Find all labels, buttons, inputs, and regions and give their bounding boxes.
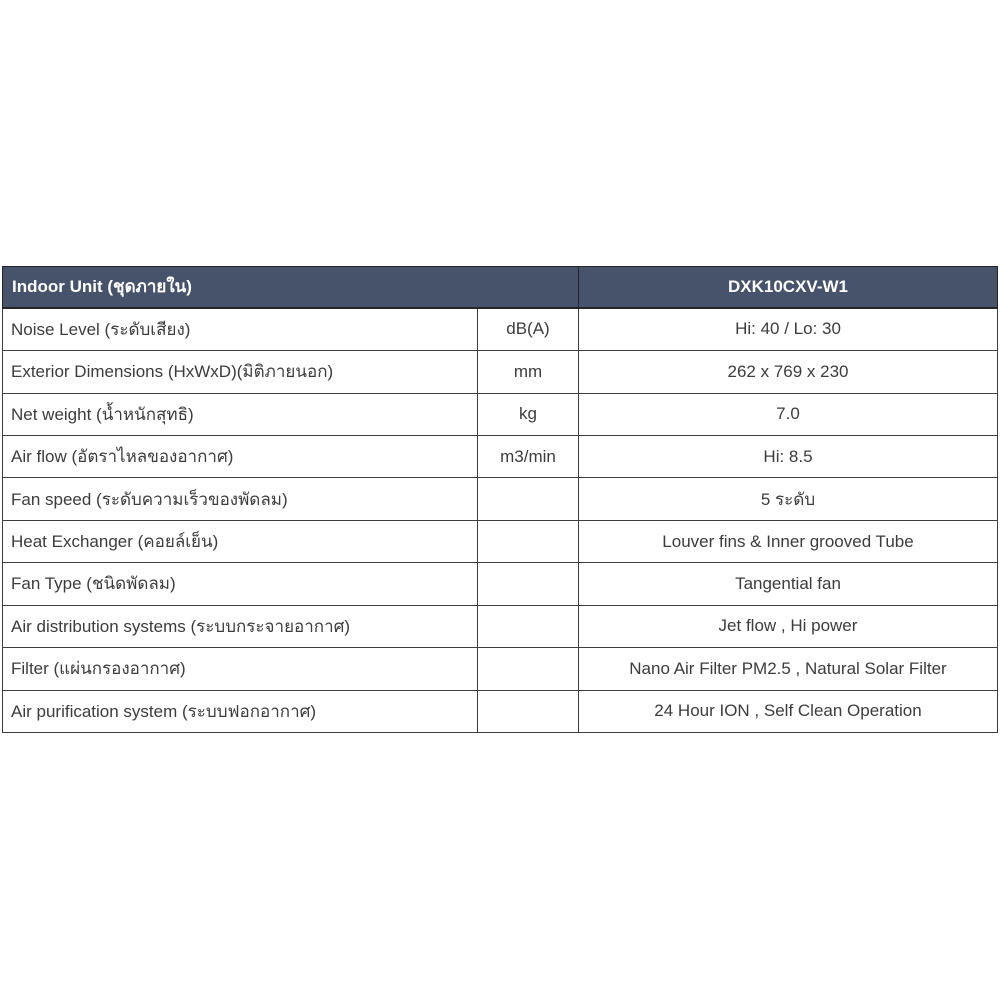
spec-unit	[478, 520, 579, 562]
table-row	[3, 351, 998, 393]
spec-value: Hi: 8.5	[579, 436, 998, 478]
spec-label: Fan Type (ชนิดพัดลม)	[3, 563, 478, 605]
spec-unit: mm	[478, 351, 579, 393]
spec-label: Air purification system (ระบบฟอกอากาศ)	[3, 690, 478, 732]
spec-label: Fan speed (ระดับความเร็วของพัดลม)	[3, 478, 478, 520]
spec-value: Nano Air Filter PM2.5 , Natural Solar Filter	[579, 648, 998, 690]
table-title: Indoor Unit (ชุดภายใน)	[3, 267, 579, 308]
table-row	[3, 436, 998, 478]
spec-value: Jet flow , Hi power	[579, 605, 998, 647]
spec-label: Air flow (อัตราไหลของอากาศ)	[3, 436, 478, 478]
table-row	[3, 308, 998, 351]
table-row	[3, 690, 998, 732]
spec-table-container	[2, 266, 997, 733]
spec-unit	[478, 605, 579, 647]
spec-value: Tangential fan	[579, 563, 998, 605]
spec-value: 24 Hour ION , Self Clean Operation	[579, 690, 998, 732]
spec-unit: kg	[478, 393, 579, 435]
spec-table-header-row	[3, 267, 998, 308]
spec-unit	[478, 478, 579, 520]
spec-label: Filter (แผ่นกรองอากาศ)	[3, 648, 478, 690]
spec-value: 7.0	[579, 393, 998, 435]
spec-label: Net weight (น้ำหนักสุทธิ)	[3, 393, 478, 435]
spec-label: Noise Level (ระดับเสียง)	[3, 308, 478, 351]
spec-label: Exterior Dimensions (HxWxD)(มิติภายนอก)	[3, 351, 478, 393]
table-row	[3, 520, 998, 562]
spec-label: Air distribution systems (ระบบกระจายอากาศ)	[3, 605, 478, 647]
table-row	[3, 563, 998, 605]
spec-value: Louver fins & Inner grooved Tube	[579, 520, 998, 562]
spec-unit: m3/min	[478, 436, 579, 478]
spec-label: Heat Exchanger (คอยล์เย็น)	[3, 520, 478, 562]
spec-unit	[478, 690, 579, 732]
model-name: DXK10CXV-W1	[579, 267, 998, 308]
spec-unit	[478, 648, 579, 690]
spec-table	[2, 266, 998, 733]
table-row	[3, 478, 998, 520]
spec-table-body	[3, 308, 998, 733]
table-row	[3, 648, 998, 690]
spec-value: Hi: 40 / Lo: 30	[579, 308, 998, 351]
spec-value: 262 x 769 x 230	[579, 351, 998, 393]
spec-value: 5 ระดับ	[579, 478, 998, 520]
spec-unit	[478, 563, 579, 605]
table-row	[3, 393, 998, 435]
spec-unit: dB(A)	[478, 308, 579, 351]
table-row	[3, 605, 998, 647]
